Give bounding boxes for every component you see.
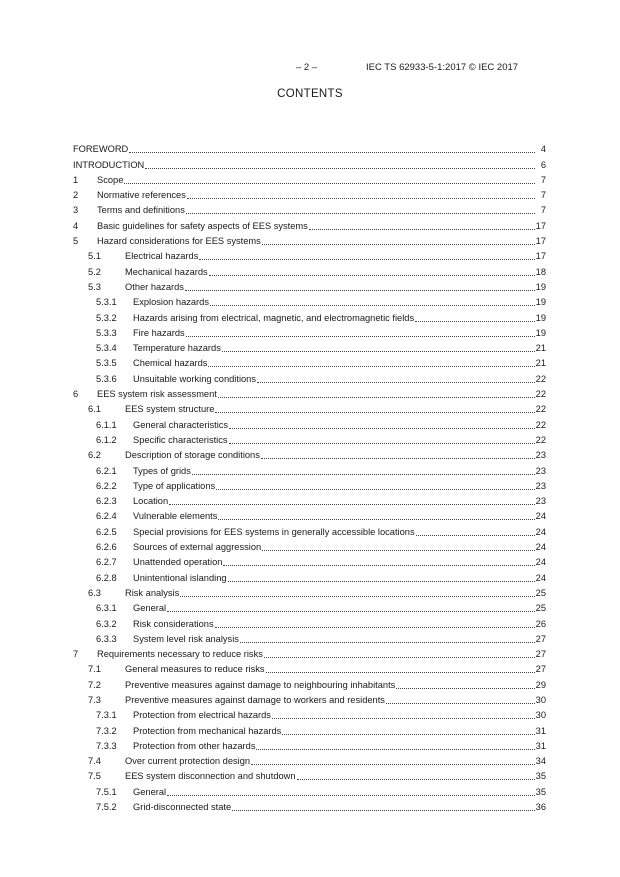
toc-entry[interactable]: [73, 492, 546, 507]
toc-entry-page: 7: [540, 190, 546, 201]
toc-entry-label: Type of applications: [133, 480, 216, 491]
toc-entry[interactable]: [73, 293, 546, 308]
toc-entry-label: Unintentional islanding: [133, 572, 227, 583]
toc-leader-dots: [192, 463, 535, 475]
toc-entry[interactable]: [73, 538, 546, 553]
toc-leader-dots: [262, 233, 535, 245]
toc-entry[interactable]: [73, 415, 546, 430]
toc-leader-dots: [229, 432, 535, 444]
toc-entry[interactable]: [73, 385, 546, 400]
toc-entry-page: 22: [535, 434, 546, 445]
page-title: CONTENTS: [277, 88, 343, 100]
toc-entry-number: 7.2: [88, 679, 101, 690]
toc-leader-dots: [257, 371, 535, 383]
toc-leader-dots: [199, 248, 534, 260]
toc-entry-page: 36: [535, 802, 546, 813]
toc-entry-label: Specific characteristics: [133, 434, 228, 445]
toc-entry-label: Protection from other hazards: [133, 740, 256, 751]
toc-entry-label: Requirements necessary to reduce risks: [97, 649, 263, 660]
toc-entry-label: Description of storage conditions: [125, 450, 260, 461]
toc-entry[interactable]: [73, 737, 546, 752]
toc-leader-dots: [229, 417, 535, 429]
toc-entry-number: 5.3.2: [96, 312, 117, 323]
toc-entry[interactable]: [73, 140, 546, 155]
toc-entry[interactable]: [73, 354, 546, 369]
toc-entry-page: 25: [535, 603, 546, 614]
toc-leader-dots: [129, 141, 535, 153]
toc-entry-page: 17: [535, 251, 546, 262]
toc-entry-page: 21: [535, 343, 546, 354]
toc-entry-page: 27: [535, 664, 546, 675]
toc-entry[interactable]: [73, 171, 546, 186]
toc-entry-number: 5.3.5: [96, 358, 117, 369]
toc-entry[interactable]: [73, 584, 546, 599]
toc-entry-page: 18: [535, 266, 546, 277]
toc-entry-label: General characteristics: [133, 419, 229, 430]
toc-leader-dots: [282, 723, 534, 735]
toc-leader-dots: [215, 401, 534, 413]
toc-entry-number: 7.3.3: [96, 740, 117, 751]
toc-leader-dots: [297, 768, 535, 780]
table-of-contents: [73, 140, 546, 813]
toc-entry-number: 6.1.2: [96, 434, 117, 445]
toc-entry-label: Chemical hazards: [133, 358, 208, 369]
toc-entry-label: System level risk analysis: [133, 633, 239, 644]
toc-leader-dots: [222, 340, 535, 352]
toc-leader-dots: [185, 279, 535, 291]
toc-entry[interactable]: [73, 660, 546, 675]
toc-entry-number: 7.5.2: [96, 802, 117, 813]
toc-entry[interactable]: [73, 477, 546, 492]
toc-entry-number: 6.3: [88, 587, 101, 598]
toc-entry-page: 26: [535, 618, 546, 629]
toc-entry-number: 6.2.2: [96, 480, 117, 491]
toc-entry[interactable]: [73, 400, 546, 415]
toc-entry[interactable]: [73, 691, 546, 706]
toc-leader-dots: [266, 661, 535, 673]
toc-entry[interactable]: [73, 522, 546, 537]
toc-entry[interactable]: [73, 369, 546, 384]
toc-entry-label: INTRODUCTION: [73, 159, 145, 170]
toc-entry-page: 7: [540, 205, 546, 216]
toc-entry-page: 7: [540, 174, 546, 185]
toc-entry-number: 4: [73, 220, 79, 231]
toc-entry-number: 5.3: [88, 281, 101, 292]
toc-leader-dots: [124, 172, 535, 184]
toc-leader-dots: [187, 187, 535, 199]
toc-entry-page: 17: [535, 236, 546, 247]
toc-entry-page: 23: [535, 480, 546, 491]
toc-entry-number: 6.2.1: [96, 465, 117, 476]
toc-entry[interactable]: [73, 721, 546, 736]
toc-entry-number: 7: [73, 649, 79, 660]
toc-entry-number: 6.2.8: [96, 572, 117, 583]
toc-entry-page: 19: [535, 312, 546, 323]
toc-leader-dots: [167, 600, 535, 612]
toc-leader-dots: [218, 508, 534, 520]
toc-entry-label: Types of grids: [133, 465, 191, 476]
toc-entry[interactable]: [73, 155, 546, 170]
toc-entry-label: Vulnerable elements: [133, 511, 218, 522]
toc-entry-label: Hazard considerations for EES systems: [97, 236, 261, 247]
toc-entry[interactable]: [73, 431, 546, 446]
toc-entry-page: 19: [535, 327, 546, 338]
toc-entry-label: Unattended operation: [133, 557, 223, 568]
toc-entry-number: 7.3: [88, 694, 101, 705]
toc-leader-dots: [262, 539, 534, 551]
toc-leader-dots: [209, 264, 535, 276]
toc-entry-label: Preventive measures against damage to workers and residents: [125, 694, 385, 705]
toc-leader-dots: [180, 585, 534, 597]
toc-entry-label: Hazards arising from electrical, magnetic, and electromagnetic fields: [133, 312, 415, 323]
toc-entry-label: Preventive measures against damage to neighbouring inhabitants: [125, 679, 396, 690]
toc-entry[interactable]: [73, 599, 546, 614]
toc-entry-number: 6.1.1: [96, 419, 117, 430]
toc-entry-label: Scope: [97, 174, 124, 185]
toc-entry-page: 34: [535, 756, 546, 767]
toc-entry[interactable]: [73, 247, 546, 262]
toc-leader-dots: [210, 294, 535, 306]
page-number: – 2 –: [296, 62, 318, 73]
toc-entry-number: 6.2.3: [96, 496, 117, 507]
toc-entry-page: 19: [535, 281, 546, 292]
toc-entry[interactable]: [73, 675, 546, 690]
toc-entry[interactable]: [73, 324, 546, 339]
toc-entry-number: 3: [73, 205, 79, 216]
toc-entry-number: 6.3.2: [96, 618, 117, 629]
toc-entry-page: 25: [535, 587, 546, 598]
toc-entry-label: General: [133, 786, 167, 797]
toc-entry-label: Basic guidelines for safety aspects of EES systems: [97, 220, 308, 231]
toc-entry-number: 5: [73, 236, 79, 247]
toc-entry-number: 6.3.3: [96, 633, 117, 644]
toc-entry-number: 6.1: [88, 404, 101, 415]
toc-entry[interactable]: [73, 568, 546, 583]
toc-entry-number: 7.4: [88, 756, 101, 767]
toc-entry[interactable]: [73, 767, 546, 782]
toc-entry-number: 6.2.6: [96, 542, 117, 553]
toc-leader-dots: [272, 707, 535, 719]
toc-leader-dots: [145, 157, 535, 169]
toc-entry-number: 7.3.1: [96, 710, 117, 721]
toc-leader-dots: [223, 554, 534, 566]
toc-entry[interactable]: [73, 553, 546, 568]
toc-leader-dots: [186, 202, 535, 214]
toc-entry-number: 7.5.1: [96, 786, 117, 797]
toc-entry[interactable]: [73, 706, 546, 721]
toc-entry-page: 30: [535, 694, 546, 705]
toc-entry-page: 29: [535, 679, 546, 690]
toc-entry-number: 7.5: [88, 771, 101, 782]
toc-leader-dots: [208, 355, 534, 367]
toc-entry-number: 5.3.3: [96, 327, 117, 338]
toc-entry[interactable]: [73, 461, 546, 476]
toc-entry-number: 5.2: [88, 266, 101, 277]
toc-leader-dots: [218, 386, 535, 398]
toc-entry-page: 4: [540, 144, 546, 155]
toc-entry-number: 6.2: [88, 450, 101, 461]
toc-leader-dots: [396, 677, 534, 689]
toc-entry-label: EES system disconnection and shutdown: [125, 771, 296, 782]
toc-leader-dots: [416, 524, 535, 536]
toc-entry-label: Electrical hazards: [125, 251, 199, 262]
toc-entry-page: 30: [535, 710, 546, 721]
toc-entry-page: 23: [535, 450, 546, 461]
toc-entry-page: 27: [535, 649, 546, 660]
toc-entry-label: Normative references: [97, 190, 186, 201]
toc-entry-page: 6: [540, 159, 546, 170]
toc-entry-label: General: [133, 603, 167, 614]
toc-leader-dots: [261, 447, 535, 459]
toc-leader-dots: [251, 753, 535, 765]
toc-entry-number: 7.3.2: [96, 725, 117, 736]
toc-entry-number: 6.2.5: [96, 526, 117, 537]
toc-entry[interactable]: [73, 201, 546, 216]
toc-leader-dots: [309, 218, 535, 230]
toc-entry-page: 24: [535, 572, 546, 583]
toc-entry[interactable]: [73, 339, 546, 354]
toc-entry-label: Risk analysis: [125, 587, 180, 598]
toc-leader-dots: [216, 478, 534, 490]
toc-leader-dots: [228, 570, 535, 582]
toc-entry-page: 23: [535, 496, 546, 507]
toc-entry-number: 5.1: [88, 251, 101, 262]
toc-entry-page: 24: [535, 511, 546, 522]
toc-entry[interactable]: [73, 752, 546, 767]
toc-entry[interactable]: [73, 308, 546, 323]
toc-entry-label: Protection from electrical hazards: [133, 710, 271, 721]
toc-entry-page: 24: [535, 557, 546, 568]
toc-entry-number: 6: [73, 389, 79, 400]
toc-leader-dots: [240, 631, 535, 643]
toc-entry[interactable]: [73, 216, 546, 231]
toc-entry-label: Temperature hazards: [133, 343, 221, 354]
page-header: [0, 62, 620, 76]
toc-entry-number: 5.3.6: [96, 373, 117, 384]
toc-entry[interactable]: [73, 278, 546, 293]
toc-leader-dots: [232, 799, 534, 811]
toc-leader-dots: [169, 493, 535, 505]
toc-entry-label: Risk considerations: [133, 618, 214, 629]
toc-leader-dots: [167, 784, 535, 796]
toc-entry-page: 22: [535, 389, 546, 400]
toc-entry-label: Explosion hazards: [133, 297, 209, 308]
document-reference: IEC TS 62933-5-1:2017 © IEC 2017: [366, 62, 519, 73]
toc-entry-page: 17: [535, 220, 546, 231]
toc-entry-page: 22: [535, 419, 546, 430]
toc-entry-label: EES system risk assessment: [97, 389, 217, 400]
toc-entry-label: FOREWORD: [73, 144, 129, 155]
toc-entry-number: 6.3.1: [96, 603, 117, 614]
toc-entry-page: 22: [535, 373, 546, 384]
toc-entry-number: 2: [73, 190, 79, 201]
toc-entry-label: General measures to reduce risks: [125, 664, 265, 675]
toc-leader-dots: [256, 738, 534, 750]
toc-entry[interactable]: [73, 798, 546, 813]
toc-entry-page: 21: [535, 358, 546, 369]
toc-entry-label: Grid-disconnected state: [133, 802, 232, 813]
toc-entry-number: 1: [73, 174, 79, 185]
toc-entry-label: Location: [133, 496, 169, 507]
toc-leader-dots: [186, 325, 535, 337]
toc-entry-label: Unsuitable working conditions: [133, 373, 256, 384]
toc-entry-page: 35: [535, 786, 546, 797]
toc-entry-label: Special provisions for EES systems in generally accessible locations: [133, 526, 415, 537]
toc-entry[interactable]: [73, 446, 546, 461]
toc-entry-number: 6.2.7: [96, 557, 117, 568]
toc-entry-page: 27: [535, 633, 546, 644]
toc-leader-dots: [386, 692, 535, 704]
toc-entry[interactable]: [73, 507, 546, 522]
toc-entry-number: 5.3.1: [96, 297, 117, 308]
toc-entry-label: Over current protection design: [125, 756, 251, 767]
toc-entry-label: Mechanical hazards: [125, 266, 208, 277]
toc-entry-page: 23: [535, 465, 546, 476]
toc-entry-number: 7.1: [88, 664, 101, 675]
toc-entry-number: 6.2.4: [96, 511, 117, 522]
toc-entry-label: Protection from mechanical hazards: [133, 725, 282, 736]
toc-entry-page: 31: [535, 740, 546, 751]
toc-entry-page: 22: [535, 404, 546, 415]
toc-entry-label: Other hazards: [125, 281, 184, 292]
toc-entry-label: Terms and definitions: [97, 205, 185, 216]
toc-entry[interactable]: [73, 262, 546, 277]
toc-entry-page: 24: [535, 526, 546, 537]
toc-entry[interactable]: [73, 630, 546, 645]
toc-entry-label: Sources of external aggression: [133, 542, 262, 553]
toc-entry-page: 31: [535, 725, 546, 736]
toc-entry[interactable]: [73, 645, 546, 660]
toc-entry-label: Fire hazards: [133, 327, 185, 338]
toc-entry-label: EES system structure: [125, 404, 215, 415]
toc-leader-dots: [215, 616, 535, 628]
toc-leader-dots: [264, 646, 535, 658]
toc-entry[interactable]: [73, 186, 546, 201]
toc-entry-page: 24: [535, 542, 546, 553]
toc-entry-page: 35: [535, 771, 546, 782]
toc-entry[interactable]: [73, 782, 546, 797]
toc-entry[interactable]: [73, 232, 546, 247]
toc-entry[interactable]: [73, 614, 546, 629]
toc-entry-number: 5.3.4: [96, 343, 117, 354]
toc-leader-dots: [415, 310, 535, 322]
toc-entry-page: 19: [535, 297, 546, 308]
